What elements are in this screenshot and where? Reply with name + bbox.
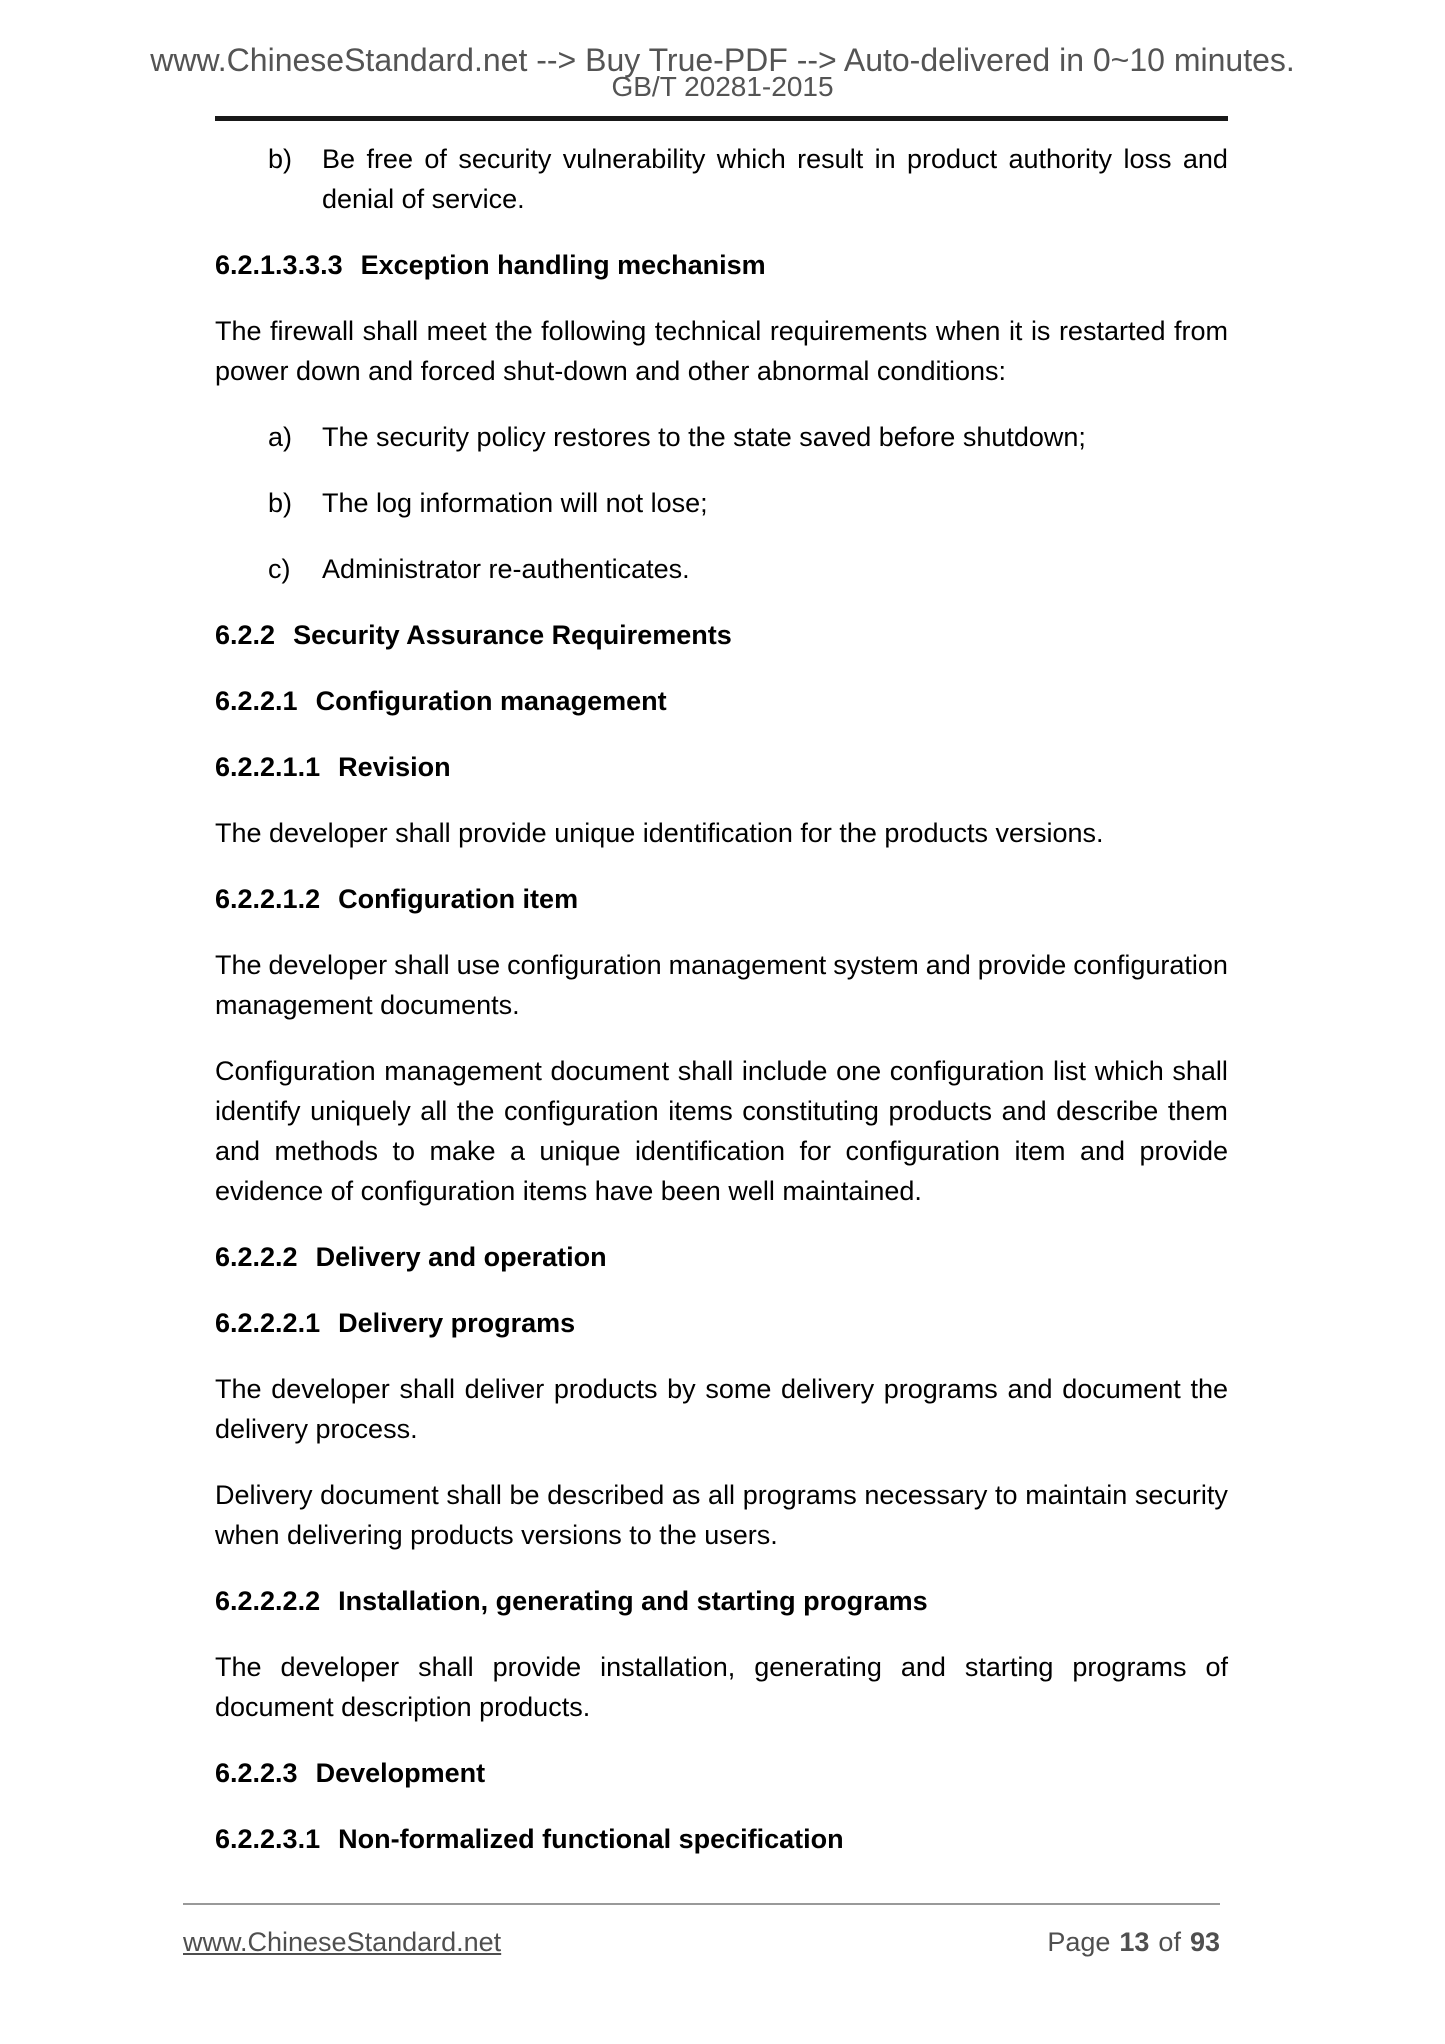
paragraph [215,945,1228,1025]
paragraph-line: The developer shall provide installation, generating and starting programs of [215,1652,1228,1682]
section-heading [215,747,1228,787]
list-item [268,549,1228,589]
heading-title: Delivery and operation [315,1242,607,1272]
heading-number: 6.2.2.3.1 [215,1824,321,1854]
heading-title: Non-formalized functional specification [338,1824,844,1854]
list-marker: b) [268,144,293,174]
page-number: 13 [1119,1927,1150,1957]
paragraph-line: evidence of configuration items have been well maintained. [215,1176,922,1206]
section-heading [215,245,1228,285]
paragraph [215,1475,1228,1555]
heading-title: Development [315,1758,486,1788]
list-text-line: Be free of security vulnerability which result in product authority loss and [322,144,1228,174]
heading-number: 6.2.2.2.2 [215,1586,321,1616]
heading-number: 6.2.2.3 [215,1758,298,1788]
list-item [268,417,1228,457]
header-promo-text: www.ChineseStandard.net --> Buy True-PDF --> Auto-delivered in 0~10 minutes. [150,42,1295,78]
heading-number: 6.2.1.3.3.3 [215,250,343,280]
list-text-line: The log information will not lose; [322,488,708,518]
paragraph [215,1647,1228,1727]
paragraph-line: and methods to make a unique identification for configuration item and provide [215,1136,1228,1166]
heading-number: 6.2.2 [215,620,276,650]
list-text-line: denial of service. [322,184,525,214]
document-body [215,139,1228,1859]
list-marker: a) [268,422,293,452]
page-header [0,0,1445,102]
paragraph-line: when delivering products versions to the users. [215,1520,778,1550]
section-heading [215,681,1228,721]
paragraph-line: delivery process. [215,1414,418,1444]
page-footer [183,1903,1220,1959]
section-heading [215,1819,1228,1859]
heading-number: 6.2.2.2 [215,1242,298,1272]
heading-title: Configuration management [315,686,667,716]
heading-title: Exception handling mechanism [360,250,766,280]
paragraph [215,1369,1228,1449]
of-word: of [1158,1927,1181,1957]
heading-title: Revision [338,752,451,782]
list-text-line: Administrator re-authenticates. [322,554,690,584]
list-item [268,483,1228,523]
paragraph-line: management documents. [215,990,520,1020]
footer-site-link[interactable]: www.ChineseStandard.net [183,1927,502,1957]
section-heading [215,879,1228,919]
paragraph-line: power down and forced shut-down and other abnormal conditions: [215,356,1006,386]
paragraph-line: The developer shall use configuration management system and provide configuration [215,950,1228,980]
footer-row [183,1925,1220,1959]
total-pages: 93 [1189,1927,1220,1957]
heading-title: Installation, generating and starting programs [338,1586,928,1616]
page-indicator [1047,1925,1220,1959]
header-rule [215,116,1228,121]
paragraph-line: Delivery document shall be described as all programs necessary to maintain security [215,1480,1228,1510]
section-heading [215,1237,1228,1277]
heading-title: Configuration item [338,884,579,914]
paragraph [215,1051,1228,1211]
heading-title: Delivery programs [338,1308,576,1338]
doc-number: GB/T 20281-2015 [611,71,834,102]
list-marker: c) [268,554,291,584]
paragraph [215,311,1228,391]
section-heading [215,1753,1228,1793]
heading-number: 6.2.2.1 [215,686,298,716]
paragraph-line: The developer shall deliver products by some delivery programs and document the [215,1374,1228,1404]
paragraph-line: identify uniquely all the configuration items constituting products and describe them [215,1096,1228,1126]
heading-number: 6.2.2.1.2 [215,884,321,914]
list-marker: b) [268,488,293,518]
heading-number: 6.2.2.2.1 [215,1308,321,1338]
paragraph-line: document description products. [215,1692,591,1722]
section-heading [215,615,1228,655]
page-word: Page [1047,1927,1111,1957]
section-heading [215,1303,1228,1343]
paragraph [215,813,1228,853]
list-text-line: The security policy restores to the state saved before shutdown; [322,422,1086,452]
list-item [268,139,1228,219]
heading-title: Security Assurance Requirements [293,620,732,650]
paragraph-line: The firewall shall meet the following technical requirements when it is restarted from [215,316,1228,346]
section-heading [215,1581,1228,1621]
paragraph-line: The developer shall provide unique identification for the products versions. [215,818,1104,848]
heading-number: 6.2.2.1.1 [215,752,321,782]
paragraph-line: Configuration management document shall include one configuration list which shall [215,1056,1228,1086]
